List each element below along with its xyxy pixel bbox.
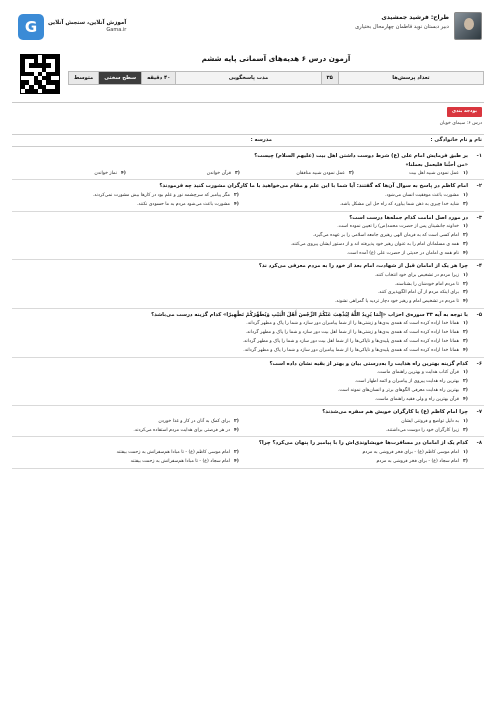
answer-option[interactable] [16, 459, 239, 465]
difficulty-value: متوسط [69, 72, 98, 84]
option-number: ۱) [463, 224, 468, 230]
option-number: ۴) [463, 250, 468, 256]
option-text: امام سجاد (ع) - برای فخر فروشی به مردم [376, 458, 459, 464]
option-text: همانا خدا اراده کرده است که همه‌ی پلیدی‌ها و ناپاکی‌ها را از شما پیامبران دور سازد و شما را پاک و مطهر گرداند. [243, 347, 459, 353]
option-number: ۴) [234, 201, 239, 207]
option-number: ۳) [463, 427, 468, 433]
option-text: مگر پیامبر که سرچشمه نور و علم بود در کارها بیش مشورت نمی‌کردند. [92, 192, 230, 198]
option-number: ۴) [234, 458, 239, 464]
answer-option[interactable] [16, 379, 468, 385]
brand-url[interactable]: Gama.ir [106, 27, 127, 34]
page-header [12, 10, 484, 50]
option-number: ۲) [463, 281, 468, 287]
options-group [16, 419, 468, 434]
questions-count-label: تعداد پرسش‌ها [338, 72, 483, 84]
answer-option[interactable] [130, 171, 240, 177]
option-number: ۳) [235, 170, 240, 176]
option-text: زیرا مردم در تشخیص برای خود انتخاب کنند. [374, 272, 459, 278]
qr-cell [42, 89, 46, 93]
brand-title: آموزش آنلاین، سنجش آنلاین [48, 20, 127, 27]
option-text: بهترین راه هدایت پیروی از پیامبران و ائمه اطهار است. [354, 379, 459, 385]
answer-option[interactable] [16, 299, 468, 305]
author-role: دبیر دبستان نوید فاطمان چهارمحال بختیاری [355, 24, 449, 30]
option-text: نماز خواندن [94, 170, 117, 176]
option-text: همه ی مسلمانان امام را به عنوان رهبر خود پذیرفته اند و از دستور ایشان پیروی می‌کنند. [290, 241, 459, 247]
author-name: طراح: فرشید جمشیدی [381, 14, 449, 21]
option-number: ۱) [463, 370, 468, 376]
option-text: زیرا کارگران خود را دوست می‌داشتند. [385, 427, 459, 433]
brand[interactable] [18, 14, 126, 40]
duration-value: ۴۰ دقیقه [141, 72, 175, 84]
option-text: شاید خدا چیزی به ذهن شما بیاورد که راه حل این مشکل باشد. [339, 201, 459, 207]
option-text: همانا خدا اراده کرده است که همه‌ی بدی‌ها و زشتی‌ها را از شما پیامبران دور سازد و شما را پاک و مطهر گرداند. [246, 321, 459, 327]
option-number: ۲) [463, 232, 468, 238]
option-number: ۴) [463, 347, 468, 353]
question-item [12, 212, 484, 261]
answer-option[interactable] [16, 282, 468, 288]
qr-cell [34, 89, 38, 93]
option-text: به دلیل تواضع و فروتنی ایشان [401, 418, 459, 424]
answer-option[interactable] [16, 242, 468, 248]
answer-option[interactable] [16, 339, 468, 345]
option-number: ۲) [349, 170, 354, 176]
answer-option[interactable] [245, 202, 468, 208]
option-text: تا مردم در تشخیص امام و رهبر خود دچار تردید یا گمراهی نشوند. [334, 299, 459, 305]
question-item [12, 437, 484, 468]
answer-option[interactable] [16, 233, 468, 239]
option-text: امام موسی کاظم (ع) - برای فخر فروشی به مردم [362, 449, 459, 455]
question-item [12, 150, 484, 180]
option-number: ۱) [463, 418, 468, 424]
option-text: امام موسی کاظم (ع) - تا مبادا هم‌سفرانش به زحمت بیفتند [116, 449, 230, 455]
option-text: امام کسی است که به فرمان الهی رهبری جامعه اسلامی را بر عهده می‌گیرد. [312, 232, 459, 238]
option-text: تا مردم امام خودشان را بشناسند. [394, 281, 459, 287]
option-text: قرآن کتاب هدایت و بهترین راهنمای ماست. [376, 370, 459, 376]
question-quote: «من أحبَّنا فلیعمل بعملنا» [405, 161, 468, 168]
student-info-row [12, 135, 484, 147]
question-item [12, 260, 484, 309]
option-number: ۳) [463, 339, 468, 345]
question-number: -۴ [476, 263, 482, 270]
duration-label: مدت پاسخگویی [175, 72, 320, 84]
question-item [12, 406, 484, 437]
question-text: در مورد اصل امامت کدام جمله‌ها درست است؟ [349, 214, 468, 221]
option-number: ۳) [463, 201, 468, 207]
option-text: برای کمک به آنان در کار و غذا خوردن [158, 418, 230, 424]
answer-option[interactable] [16, 193, 239, 199]
question-text: امام کاظم در پاسخ به سوال آن‌ها که گفتند: آیا شما با این علم و مقام می‌خواهید با ما کارگران مشورت کنید چه فرمودند؟ [159, 183, 468, 190]
option-text: عمل نمودن شبیه اهل بیت [409, 170, 459, 176]
option-number: ۴) [463, 396, 468, 402]
section-name: درس ۶: سیمای خوبان [439, 121, 482, 126]
student-name-field[interactable]: نام و نام خانوادگی : [430, 137, 482, 144]
qr-cell [46, 89, 50, 93]
question-number: -۵ [476, 311, 482, 318]
question-number: -۲ [476, 183, 482, 190]
option-text: امام سجاد (ع) - تا مبادا هم‌سفرانش به زحمت بیفتند [130, 458, 230, 464]
option-number: ۲) [234, 449, 239, 455]
option-text: قرآن خواندن [206, 170, 231, 176]
school-field[interactable]: مدرسه : [250, 137, 272, 144]
qr-cell [51, 89, 55, 93]
question-text: با توجه به آیه ۳۳ سوره‌ی احزاب «إِنَّمَا یُرِیدُ اللَّهُ لِیُذْهِبَ عَنْکُمُ الرِّجْسَ أَهْلَ الْبَیْتِ وَیُطَهِّرَکُمْ تَطْهِیرًا» کدام گزینه درست می‌باشد؟ [151, 311, 468, 318]
exam-title: آزمون درس ۶ هدیه‌های آسمانی پایه ششم [201, 54, 351, 63]
answer-option[interactable] [245, 459, 468, 465]
question-item [12, 180, 484, 211]
answer-option[interactable] [245, 450, 468, 456]
answer-option[interactable] [16, 321, 468, 327]
options-group [16, 273, 468, 305]
difficulty-label: سطح سختی [98, 72, 141, 84]
answer-option[interactable] [16, 330, 468, 336]
option-number: ۲) [234, 418, 239, 424]
question-number: -۷ [476, 409, 482, 416]
question-list [12, 150, 484, 469]
answer-option[interactable] [16, 202, 239, 208]
option-text: در هر فرصتی برای هدایت مردم استفاده می‌کردند. [133, 427, 230, 433]
answer-option[interactable] [244, 171, 354, 177]
qr-cell [25, 89, 29, 93]
answer-option[interactable] [16, 388, 468, 394]
option-number: ۲) [234, 192, 239, 198]
answer-option[interactable] [16, 450, 239, 456]
option-number: ۴) [121, 170, 126, 176]
exam-info-bar [68, 71, 484, 85]
answer-option[interactable] [16, 273, 468, 279]
answer-option[interactable] [16, 428, 239, 434]
qr-cell [21, 89, 25, 93]
section-badge: بودجه بندی [447, 107, 482, 117]
option-number: ۱) [463, 192, 468, 198]
options-group [16, 450, 468, 465]
option-text: همانا خدا اراده کرده است که همه‌ی بدی‌ها و زشتی‌ها را از شما اهل بیت دور سازد و شما را پاک و مطهر گرداند. [245, 330, 459, 336]
exam-title-block [12, 52, 484, 98]
answer-option[interactable] [16, 419, 239, 425]
option-text: نام همه ی امامان در حدیثی از حضرت علی (ع) آمده است. [346, 250, 459, 256]
options-group [16, 224, 468, 256]
option-number: ۱) [463, 449, 468, 455]
question-number: -۱ [476, 153, 482, 159]
answer-option[interactable] [16, 171, 126, 177]
options-group [16, 321, 468, 353]
option-number: ۲) [463, 379, 468, 385]
answer-option[interactable] [245, 193, 468, 199]
question-number: -۸ [476, 440, 482, 447]
option-number: ۳) [463, 387, 468, 393]
options-group [16, 171, 468, 177]
answer-option[interactable] [16, 290, 468, 296]
question-text: بر طبق فرمایش امام علی (ع) شرط دوست داشتن اهل بیت (علیهم السلام) چیست؟ [254, 153, 468, 159]
answer-option[interactable] [358, 171, 468, 177]
option-text: همانا خدا اراده کرده است که همه‌ی پلیدی‌ها و ناپاکی‌ها را از شما اهل بیت دور سازد و شما را پاک و مطهر گرداند. [242, 339, 459, 345]
question-text: چرا هر یک از امامان قبل از شهادت، امام بعد از خود را به مردم معرفی می‌کرد ند؟ [258, 263, 468, 270]
option-number: ۱) [463, 321, 468, 327]
option-number: ۴) [463, 299, 468, 305]
option-number: ۲) [463, 330, 468, 336]
qr-cell [55, 89, 59, 93]
option-number: ۳) [463, 241, 468, 247]
option-text: مشورت باعث می‌شود مردم به ما حسودی نکنند. [136, 201, 230, 207]
option-number: ۳) [463, 458, 468, 464]
question-text: کدام یک از امامان در مسافرت‌ها خویشاوندی‌اش را با پیامبر را پنهان می‌کرد؟ چرا؟ [258, 440, 468, 447]
option-number: ۱) [463, 272, 468, 278]
question-text: کدام گزینه بهترین راه هدایت را به‌درستی بیان و بهتر از بقیه نشان داده است؟ [269, 360, 468, 367]
option-number: ۳) [463, 290, 468, 296]
gama-logo-icon: G [18, 14, 44, 40]
answer-option[interactable] [16, 370, 468, 376]
qr-cell [38, 89, 42, 93]
option-number: ۱) [463, 170, 468, 176]
question-item [12, 358, 484, 407]
question-number: -۶ [476, 360, 482, 367]
answer-option[interactable] [16, 348, 468, 354]
qr-code-icon[interactable] [20, 54, 60, 94]
questions-count-value: ۳۵ [321, 72, 338, 84]
option-text: خداوند جانشینان پس از حضرت محمد(ص) را تعیین نموده است. [337, 224, 459, 230]
divider [12, 102, 484, 103]
options-group [16, 370, 468, 402]
answer-option[interactable] [245, 428, 468, 434]
author-photo [454, 12, 482, 40]
option-text: مشورت باعث موفقیت انسان می‌شود. [385, 192, 459, 198]
option-number: ۴) [234, 427, 239, 433]
option-text: قرآن بهترین راه و ولی فقیه راهنمای ماست. [374, 396, 459, 402]
option-text: بهترین راه هدایت معرفی الگوهای برتر و انسان‌های نمونه است. [337, 387, 459, 393]
answer-option[interactable] [16, 251, 468, 257]
qr-cell [29, 89, 33, 93]
answer-option[interactable] [16, 224, 468, 230]
option-text: عمل نمودن شبیه منافقان [296, 170, 345, 176]
question-text: چرا امام کاظم (ع) با کارگران خویش هم سفره می‌شدند؟ [322, 409, 468, 416]
answer-option[interactable] [245, 419, 468, 425]
options-group [16, 193, 468, 208]
answer-option[interactable] [16, 397, 468, 403]
section-block [12, 107, 484, 135]
option-text: برای اینکه مردم از آن امام الگوپذیری کنند. [377, 290, 459, 296]
question-number: -۳ [476, 214, 482, 221]
question-item [12, 309, 484, 358]
